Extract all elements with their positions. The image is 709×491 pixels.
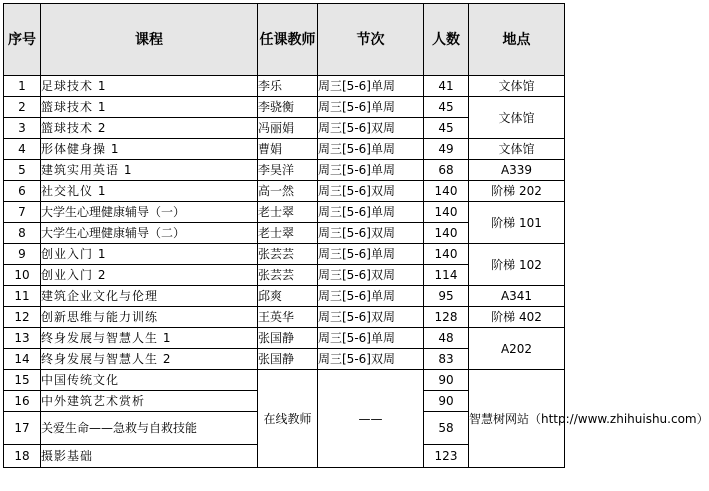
online-platform-cell: 智慧树网站（http://www.zhihuishu.com） — [469, 370, 565, 468]
cell-time: 周三[5-6]双周 — [318, 265, 424, 286]
cell-count: 45 — [424, 118, 469, 139]
cell-place: 阶梯 202 — [469, 181, 565, 202]
online-time-cell: —— — [318, 370, 424, 468]
cell-count: 41 — [424, 76, 469, 97]
cell-time: 周三[5-6]单周 — [318, 328, 424, 349]
cell-no: 11 — [4, 286, 41, 307]
cell-no: 15 — [4, 370, 41, 391]
cell-teacher: 张国静 — [258, 349, 318, 370]
table-row — [4, 202, 565, 223]
table-row — [4, 307, 565, 328]
cell-no: 2 — [4, 97, 41, 118]
cell-time: 周三[5-6]双周 — [318, 307, 424, 328]
cell-no: 8 — [4, 223, 41, 244]
cell-teacher: 老士翠 — [258, 202, 318, 223]
header-course: 课程 — [41, 4, 258, 76]
cell-place: 文体馆 — [469, 139, 565, 160]
cell-course: 足球技术 1 — [41, 76, 258, 97]
cell-time: 周三[5-6]双周 — [318, 223, 424, 244]
cell-count: 95 — [424, 286, 469, 307]
cell-course: 创业入门 2 — [41, 265, 258, 286]
cell-place: A341 — [469, 286, 565, 307]
cell-no: 6 — [4, 181, 41, 202]
cell-no: 18 — [4, 445, 41, 468]
cell-no: 12 — [4, 307, 41, 328]
cell-time: 周三[5-6]单周 — [318, 160, 424, 181]
cell-course: 中外建筑艺术赏析 — [41, 391, 258, 412]
cell-teacher: 张芸芸 — [258, 265, 318, 286]
cell-time: 周三[5-6]双周 — [318, 349, 424, 370]
table-row — [4, 286, 565, 307]
cell-teacher: 曹娟 — [258, 139, 318, 160]
cell-teacher: 老士翠 — [258, 223, 318, 244]
cell-course: 社交礼仪 1 — [41, 181, 258, 202]
cell-count: 49 — [424, 139, 469, 160]
cell-teacher: 李乐 — [258, 76, 318, 97]
cell-no: 5 — [4, 160, 41, 181]
cell-course: 篮球技术 1 — [41, 97, 258, 118]
cell-count: 140 — [424, 244, 469, 265]
cell-time: 周三[5-6]单周 — [318, 286, 424, 307]
cell-count: 140 — [424, 181, 469, 202]
cell-teacher: 李昊洋 — [258, 160, 318, 181]
table-row — [4, 139, 565, 160]
table-row — [4, 97, 565, 118]
cell-teacher: 王英华 — [258, 307, 318, 328]
cell-count: 140 — [424, 223, 469, 244]
cell-place: 阶梯 402 — [469, 307, 565, 328]
cell-count: 83 — [424, 349, 469, 370]
cell-no: 16 — [4, 391, 41, 412]
cell-count: 58 — [424, 412, 469, 445]
cell-no: 4 — [4, 139, 41, 160]
cell-place: 阶梯 101 — [469, 202, 565, 244]
cell-place: 文体馆 — [469, 76, 565, 97]
cell-time: 周三[5-6]单周 — [318, 202, 424, 223]
cell-course: 终身发展与智慧人生 1 — [41, 328, 258, 349]
cell-teacher: 张芸芸 — [258, 244, 318, 265]
cell-count: 90 — [424, 391, 469, 412]
cell-time: 周三[5-6]单周 — [318, 244, 424, 265]
header-no: 序号 — [4, 4, 41, 76]
table-row — [4, 244, 565, 265]
cell-course: 创新思维与能力训练 — [41, 307, 258, 328]
cell-count: 114 — [424, 265, 469, 286]
cell-teacher: 李骁衡 — [258, 97, 318, 118]
cell-course: 建筑实用英语 1 — [41, 160, 258, 181]
cell-place: 文体馆 — [469, 97, 565, 139]
cell-no: 14 — [4, 349, 41, 370]
table-row — [4, 370, 565, 391]
cell-time: 周三[5-6]双周 — [318, 181, 424, 202]
cell-count: 90 — [424, 370, 469, 391]
cell-teacher: 邱爽 — [258, 286, 318, 307]
cell-place: 阶梯 102 — [469, 244, 565, 286]
cell-time: 周三[5-6]单周 — [318, 97, 424, 118]
cell-course: 篮球技术 2 — [41, 118, 258, 139]
header-teacher: 任课教师 — [258, 4, 318, 76]
cell-course: 形体健身操 1 — [41, 139, 258, 160]
course-schedule-table — [3, 3, 709, 468]
cell-no: 17 — [4, 412, 41, 445]
cell-teacher: 高一然 — [258, 181, 318, 202]
cell-no: 7 — [4, 202, 41, 223]
cell-course: 创业入门 1 — [41, 244, 258, 265]
header-time: 节次 — [318, 4, 424, 76]
table-row — [4, 181, 565, 202]
cell-no: 10 — [4, 265, 41, 286]
cell-course: 摄影基础 — [41, 445, 258, 468]
cell-count: 48 — [424, 328, 469, 349]
cell-no: 13 — [4, 328, 41, 349]
cell-count: 123 — [424, 445, 469, 468]
cell-course: 中国传统文化 — [41, 370, 258, 391]
header-place: 地点 — [469, 4, 565, 76]
cell-time: 周三[5-6]单周 — [318, 139, 424, 160]
cell-time: 周三[5-6]双周 — [318, 118, 424, 139]
cell-place: A339 — [469, 160, 565, 181]
header-row — [4, 4, 565, 76]
cell-time: 周三[5-6]单周 — [318, 76, 424, 97]
cell-no: 9 — [4, 244, 41, 265]
cell-count: 140 — [424, 202, 469, 223]
cell-course: 关爱生命——急救与自救技能 — [41, 412, 258, 445]
cell-teacher: 张国静 — [258, 328, 318, 349]
cell-course: 大学生心理健康辅导（一） — [41, 202, 258, 223]
cell-course: 大学生心理健康辅导（二） — [41, 223, 258, 244]
cell-no: 3 — [4, 118, 41, 139]
online-teacher-cell: 在线教师 — [258, 370, 318, 468]
header-count: 人数 — [424, 4, 469, 76]
cell-course: 建筑企业文化与伦理 — [41, 286, 258, 307]
table-row — [4, 328, 565, 349]
table-row — [4, 76, 565, 97]
cell-place: A202 — [469, 328, 565, 370]
cell-no: 1 — [4, 76, 41, 97]
table-row — [4, 160, 565, 181]
cell-course: 终身发展与智慧人生 2 — [41, 349, 258, 370]
cell-count: 128 — [424, 307, 469, 328]
cell-count: 68 — [424, 160, 469, 181]
cell-count: 45 — [424, 97, 469, 118]
cell-teacher: 冯丽娟 — [258, 118, 318, 139]
